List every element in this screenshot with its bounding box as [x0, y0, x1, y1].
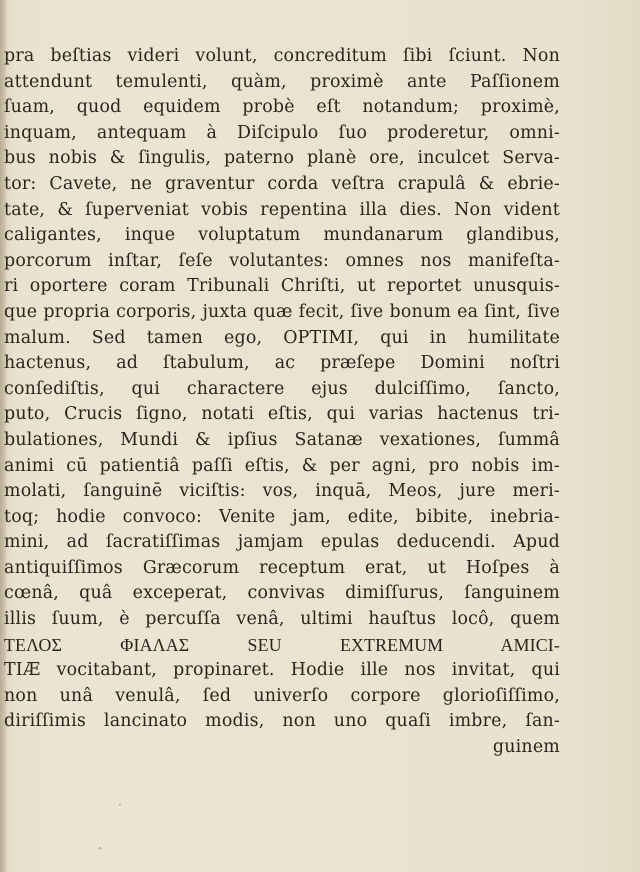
catchword: guinem	[492, 737, 560, 758]
text-line-8: caligantes, inque voluptatum mundanarum glandibus,	[4, 225, 560, 246]
text-line-16: bulationes, Mundi & ipſius Satanæ vexationes, ſummâ	[4, 429, 560, 450]
ink-mark: ˆ	[97, 846, 103, 860]
text-line-19: toq; hodie convoco: Venite jam, edite, bibite, inebria-	[4, 506, 560, 527]
text-line-23: illis ſuum, è percuſſa venâ, ultimi hauſtus locô, quem	[4, 609, 560, 630]
text-line-21: antiquiſſimos Græcorum receptum erat, ut Hoſpes à	[4, 557, 560, 578]
text-line-10: ri oportere coram Tribunali Chriſti, ut reportet unusquis-	[4, 276, 560, 297]
text-line-1: pra beſtias videri volunt, concreditum ſibi ſciunt. Non	[4, 46, 560, 66]
text-line-12: malum. Sed tamen ego, OPTIMI, qui in humilitate	[4, 327, 560, 348]
text-line-11: que propria corporis, juxta quæ fecit, ſive bonum ea ſint, ſive	[4, 301, 560, 322]
text-line-3: ſuam, quod equidem probè eſt notandum; proximè,	[4, 97, 560, 118]
text-line-24: ΤΕΛΟΣ ΦΙΑΛΑΣ SEU EXTREMUM AMICI-	[4, 634, 560, 655]
ink-speck: ·	[118, 798, 122, 812]
text-line-18: molati, ſanguinē viciſtis: vos, inquā, Meos, jure meri-	[4, 481, 560, 502]
text-line-13: hactenus, ad ſtabulum, ac præſepe Domini noſtri	[4, 353, 560, 374]
text-line-17: animi cū patientiâ paſſi eſtis, & per agni, pro nobis im-	[4, 455, 560, 476]
latin-text-block	[4, 44, 560, 761]
text-line-5: bus nobis & ſingulis, paterno planè ore, inculcet Serva-	[4, 148, 560, 169]
text-line-20: mini, ad ſacratiſſimas jamjam epulas deducendi. Apud	[4, 532, 560, 553]
text-line-4: inquam, antequam à Diſcipulo ſuo proderetur, omni-	[4, 122, 560, 143]
text-line-14: conſediſtis, qui charactere ejus dulciſſimo, ſancto,	[4, 378, 560, 399]
text-line-15: puto, Crucis ſigno, notati eſtis, qui varias hactenus tri-	[4, 404, 560, 425]
text-line-22: cœnâ, quâ exceperat, convivas dimiſſurus, ſanguinem	[4, 583, 560, 604]
text-line-6: tor: Cavete, ne graventur corda veſtra crapulâ & ebrie-	[4, 173, 560, 194]
text-line-27: diriſſimis lancinato modis, non uno quaſi imbre, ſan-	[4, 711, 560, 732]
text-line-7: tate, & ſuperveniat vobis repentina illa dies. Non vident	[4, 199, 560, 220]
text-line-9: porcorum inſtar, ſeſe volutantes: omnes nos manifeſta-	[4, 250, 560, 271]
text-line-2: attendunt temulenti, quàm, proximè ante Paſſionem	[4, 71, 560, 92]
text-line-25: TIÆ vocitabant, propinaret. Hodie ille nos invitat, qui	[4, 660, 560, 681]
text-line-26: non unâ venulâ, ſed univerſo corpore glorioſiſſimo,	[4, 685, 560, 706]
